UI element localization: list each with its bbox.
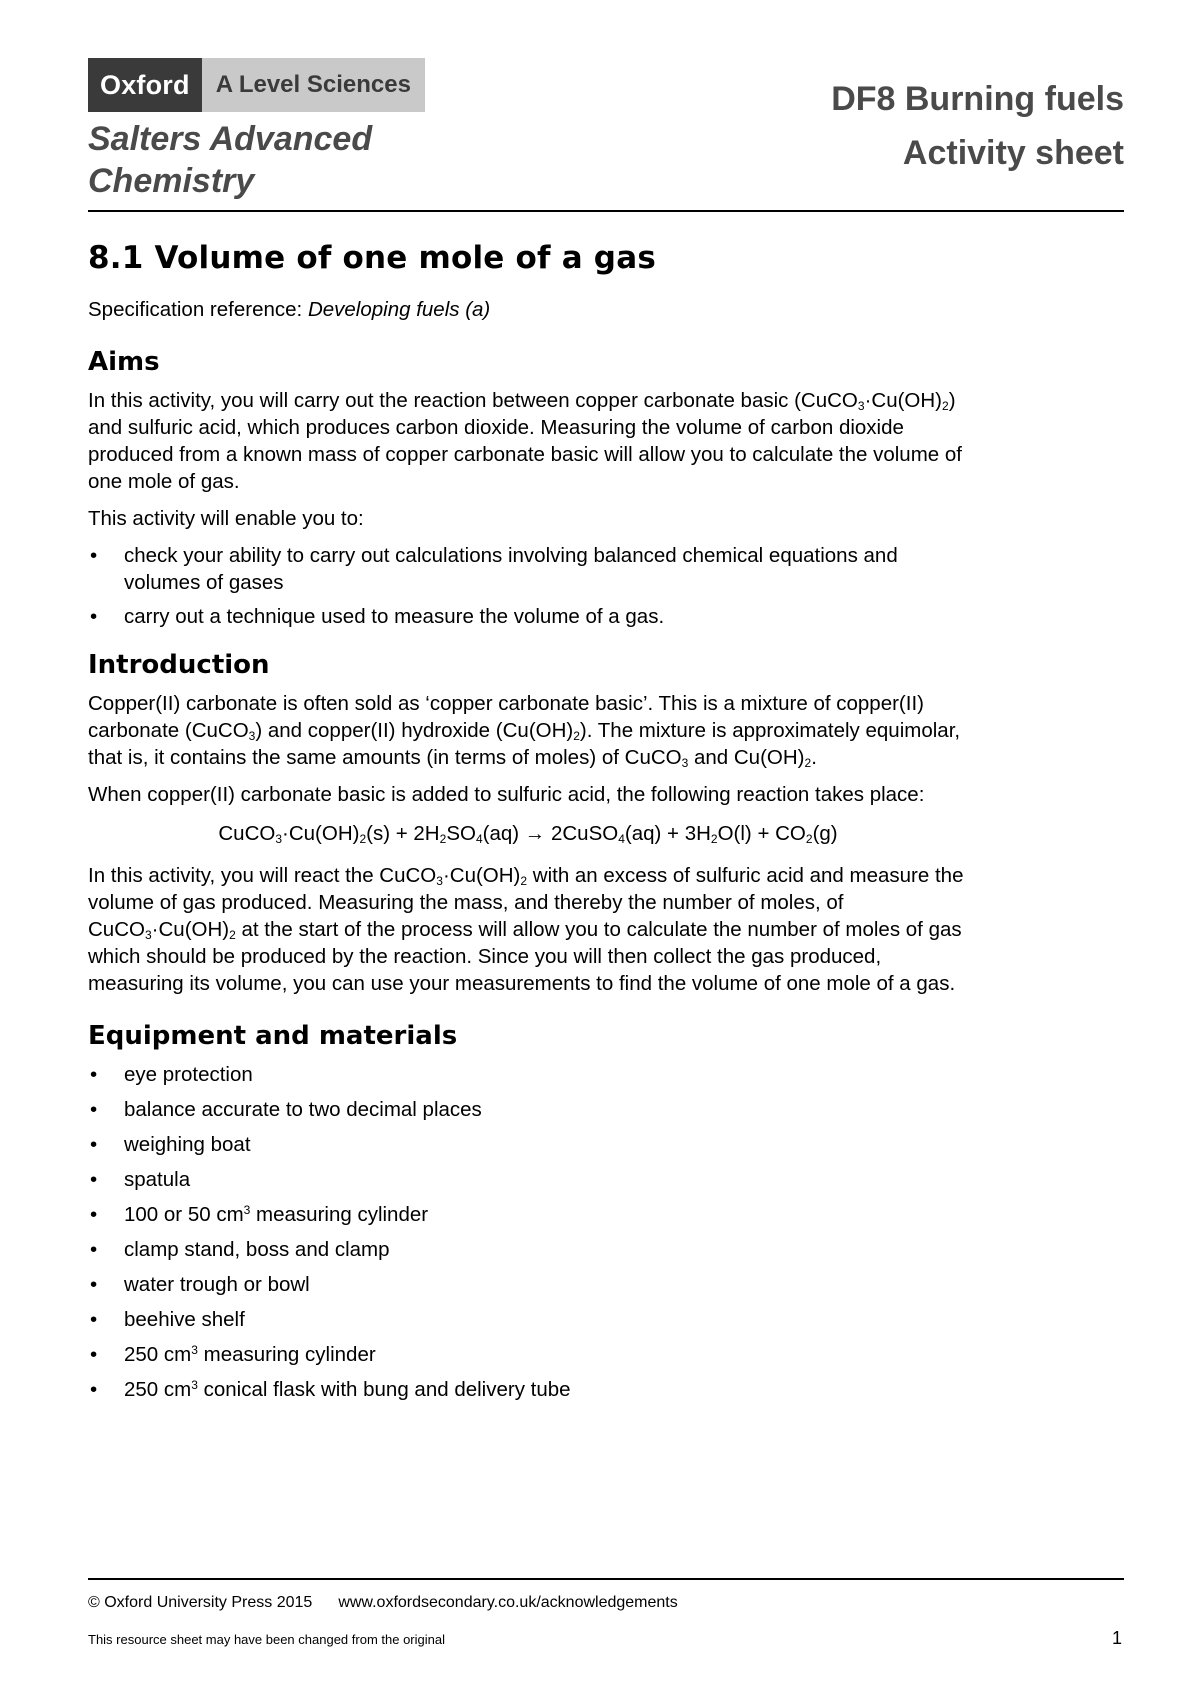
logo-oxford-text: Oxford bbox=[88, 58, 202, 112]
header-divider bbox=[88, 210, 1124, 212]
course-title bbox=[88, 118, 488, 202]
list-item: • 250 $cm^3$ measuring cylinder bbox=[88, 1341, 968, 1368]
aims-list bbox=[88, 542, 968, 630]
list-item: • carry out a technique used to measure the volume of a gas. bbox=[88, 603, 968, 630]
oxford-logo bbox=[88, 58, 425, 112]
course-title-line1: Salters Advanced bbox=[88, 120, 373, 158]
logo-series-text: A Level Sciences bbox=[202, 58, 425, 112]
list-item: • clamp stand, boss and clamp bbox=[88, 1236, 968, 1263]
course-title-line2: Chemistry bbox=[88, 162, 255, 200]
list-item: • weighing boat bbox=[88, 1131, 968, 1158]
aims-paragraph: In this activity, you will carry out the reaction between copper carbonate basic $(CuCO_3\cdot Cu(OH)_2)$ and sulfuric acid, which produces carbon dioxide. Measuring the volume of carbon dioxide produced from a known mass of copper carbonate basic will allow you to calculate the volume of one mole of gas. bbox=[88, 389, 962, 493]
reaction-equation: $CuCO_3\cdot Cu(OH)_2(s) + 2H_2SO_4(aq)$ → 2CuSO$_4$(aq) + $3H_2O(l) + CO_2(g)$ bbox=[218, 822, 838, 846]
copyright-text: © Oxford University Press 2015 bbox=[88, 1594, 313, 1611]
equipment-list bbox=[88, 1061, 968, 1403]
aims-heading: Aims bbox=[88, 347, 160, 377]
list-item: • check your ability to carry out calculations involving balanced chemical equations and volumes of gases bbox=[88, 542, 968, 596]
specification-reference bbox=[88, 296, 968, 323]
introduction-heading: Introduction bbox=[88, 650, 270, 680]
list-item: • balance accurate to two decimal places bbox=[88, 1096, 968, 1123]
spec-label: Specification reference: bbox=[88, 298, 308, 321]
list-item: • 250 $cm^3$ conical flask with bung and delivery tube bbox=[88, 1376, 968, 1403]
sheet-type: Activity sheet bbox=[902, 134, 1124, 172]
footer-note: This resource sheet may have been changed from the original bbox=[88, 1632, 445, 1647]
page-title: 8.1 Volume of one mole of a gas bbox=[88, 240, 656, 276]
unit-title: DF8 Burning fuels bbox=[831, 80, 1124, 118]
footer-credits bbox=[88, 1594, 678, 1612]
list-item: • eye protection bbox=[88, 1061, 968, 1088]
introduction-paragraph-3: In this activity, you will react the $CuCO_3\cdot Cu(OH)_2$ with an excess of sulfuric acid and measure the volume of gas produced. Measuring the mass, and thereby the number of moles, of $CuCO_3\cdot Cu(OH)_2$ at the start of the process will allow you to calculate the number of moles of gas which should be produced by the reaction. Since you will then collect the gas produced, measuring its volume, you can use your measurements to find the volume of one mole of a gas. bbox=[88, 864, 964, 995]
sheet-header bbox=[831, 72, 1124, 180]
acknowledgements-link[interactable]: www.oxfordsecondary.co.uk/acknowledgements bbox=[338, 1594, 678, 1611]
list-item: • 100 or 50 $cm^3$ measuring cylinder bbox=[88, 1201, 968, 1228]
list-item: • water trough or bowl bbox=[88, 1271, 968, 1298]
footer-divider bbox=[88, 1578, 1124, 1580]
introduction-paragraph-2: When copper(II) carbonate basic is added to sulfuric acid, the following reaction takes place: bbox=[88, 783, 925, 806]
spec-value: Developing fuels (a) bbox=[307, 298, 491, 321]
aims-intro-line: This activity will enable you to: bbox=[88, 507, 364, 530]
page-number: 1 bbox=[1111, 1628, 1122, 1648]
main-content bbox=[88, 240, 968, 1413]
list-item: • spatula bbox=[88, 1166, 968, 1193]
list-item: • beehive shelf bbox=[88, 1306, 968, 1333]
introduction-paragraph-1: Copper(II) carbonate is often sold as ‘copper carbonate basic’. This is a mixture of copper(II) carbonate (CuCO$_3$) and copper(II) hydroxide $(Cu(OH)_2)$. The mixture is approximately equimolar, that is, it contains the same amounts (in terms of moles) of CuCO$_3$ and $Cu(OH)_2$. bbox=[88, 692, 961, 770]
equipment-heading: Equipment and materials bbox=[88, 1021, 458, 1051]
